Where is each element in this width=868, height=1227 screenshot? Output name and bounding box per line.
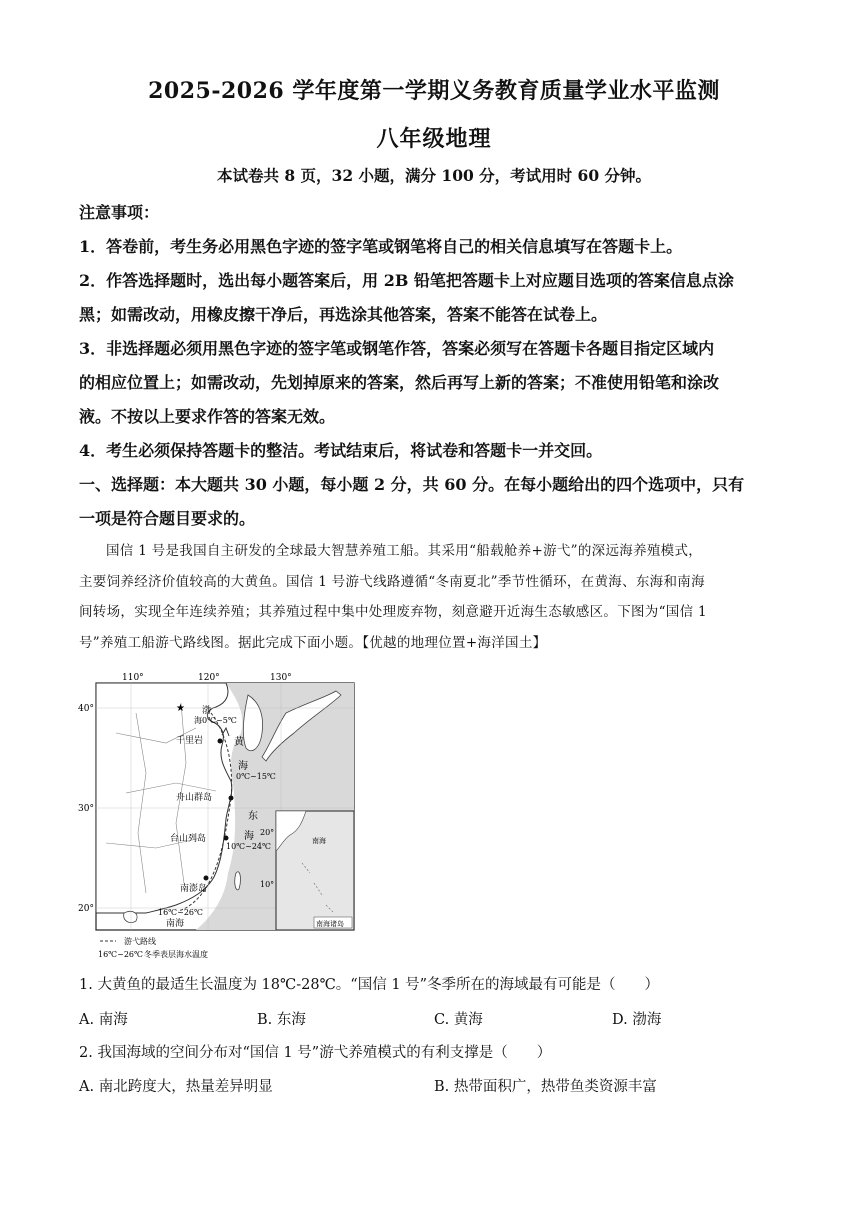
label-nanpeng: 南澎岛: [180, 884, 208, 894]
label-zhoushan: 舟山群岛: [176, 793, 213, 803]
question-1-option-d[interactable]: D. 渤海: [612, 1012, 662, 1028]
capital-star-icon: ★: [176, 703, 185, 714]
label-qianliyan: 千里岩: [176, 736, 204, 746]
label-dong-temp: 10℃~24℃: [226, 842, 271, 851]
lon-label: 120°: [198, 673, 220, 683]
label-taishan: 台山列岛: [170, 834, 207, 844]
label-nan-temp: 16℃~26℃: [158, 908, 203, 917]
taishan-point: [224, 836, 229, 841]
legend-temp-sample: 16℃~26℃: [98, 950, 143, 959]
notes-line: 4．考生必须保持答题卡的整洁。考试结束后，将试卷和答题卡一并交回。: [79, 441, 603, 460]
lat-label: 30°: [78, 804, 94, 814]
notes-line: 2．作答选择题时，选出每小题答案后，用 2B 铅笔把答题卡上对应题目选项的答案信息点涂: [79, 271, 734, 290]
route-map: [76, 673, 366, 963]
notes-line: 黑；如需改动，用橡皮擦干净后，再选涂其他答案，答案不能答在试卷上。: [79, 305, 608, 324]
question-2-stem: 2. 我国海域的空间分布对“国信 1 号”游弋养殖模式的有利支撑是（ ）: [79, 1045, 552, 1061]
inset-caption: 南海诸岛: [316, 920, 344, 928]
passage-line: 间转场，实现全年连续养殖；其养殖过程中集中处理废弃物，刻意避开近海生态敏感区。下图为“国信 1: [79, 604, 707, 620]
notes-line: 的相应位置上；如需改动，先划掉原来的答案，然后再写上新的答案；不准使用铅笔和涂改: [79, 373, 720, 392]
section-heading: 一、选择题：本大题共 30 小题，每小题 2 分，共 60 分。在每小题给出的四个选项中，只有: [79, 475, 745, 494]
lat-label: 20°: [78, 904, 94, 914]
question-2-option-a[interactable]: A. 南北跨度大，热量差异明显: [79, 1079, 273, 1095]
label-bohai: 渤: [202, 706, 212, 716]
label-dong: 东: [248, 811, 258, 822]
reading-passage: [79, 536, 791, 658]
label-dong-hai: 海: [244, 831, 254, 842]
exam-subtitle: 八年级地理: [376, 126, 492, 152]
inset-lat-label: 20°: [260, 828, 275, 837]
section-heading-cont: 一项是符合题目要求的。: [79, 509, 256, 528]
lon-label: 130°: [270, 673, 292, 683]
legend-temp-desc: 冬季表层海水温度: [144, 950, 208, 959]
exam-title: 2025-2026 学年度第一学期义务教育质量学业水平监测: [148, 78, 720, 104]
inset-label-nanhai: 南海: [312, 837, 326, 845]
passage-line: 主要饲养经济价值较高的大黄鱼。国信 1 号游弋线路遵循“冬南夏北”季节性循环，在黄海、东海和南海: [79, 573, 705, 590]
label-huang-temp: 0℃~15℃: [236, 772, 276, 781]
inset-lat-label: 10°: [260, 880, 275, 889]
exam-intro: 本试卷共 8 页，32 小题，满分 100 分，考试用时 60 分钟。: [216, 166, 652, 185]
question-1-option-a[interactable]: A. 南海: [79, 1012, 128, 1028]
passage-line: 号”养殖工船游弋路线图。据此完成下面小题。【优越的地理位置+海洋国土】: [79, 634, 547, 651]
legend-route-label: 游弋路线: [124, 937, 156, 946]
notes-line: 1．答卷前，考生务必用黑色字迹的签字笔或钢笔将自己的相关信息填写在答题卡上。: [79, 237, 683, 256]
notes-heading: 注意事项：: [79, 203, 160, 222]
passage-line: 国信 1 号是我国自主研发的全球最大智慧养殖工船。其采用“船载舱养+游弋”的深远海养殖模式，: [106, 543, 703, 559]
label-nanhai: 南海: [166, 919, 185, 929]
question-1-option-b[interactable]: B. 东海: [257, 1012, 306, 1028]
zhoushan-point: [229, 796, 234, 801]
notes-block: [79, 196, 789, 536]
notes-line: 液。不按以上要求作答的答案无效。: [79, 407, 336, 426]
label-huang-hai: 海: [238, 761, 248, 772]
question-1-stem: 1. 大黄鱼的最适生长温度为 18℃-28℃。“国信 1 号”冬季所在的海域最有可能是（ ）: [79, 977, 660, 993]
question-1-option-c[interactable]: C. 黄海: [434, 1012, 483, 1028]
hainan-island: [124, 911, 137, 922]
taiwan-island: [235, 872, 241, 890]
label-bohai-temp: 海0℃~5℃: [194, 716, 237, 725]
lon-label: 110°: [122, 673, 144, 683]
lat-label: 40°: [78, 704, 94, 714]
nanpeng-point: [204, 876, 209, 881]
label-huang: 黄: [234, 737, 244, 748]
qianliyan-point: [218, 739, 223, 744]
question-2-option-b[interactable]: B. 热带面积广，热带鱼类资源丰富: [434, 1079, 657, 1095]
notes-line: 3．非选择题必须用黑色字迹的签字笔或钢笔作答，答案必须写在答题卡各题目指定区域内: [79, 339, 715, 358]
